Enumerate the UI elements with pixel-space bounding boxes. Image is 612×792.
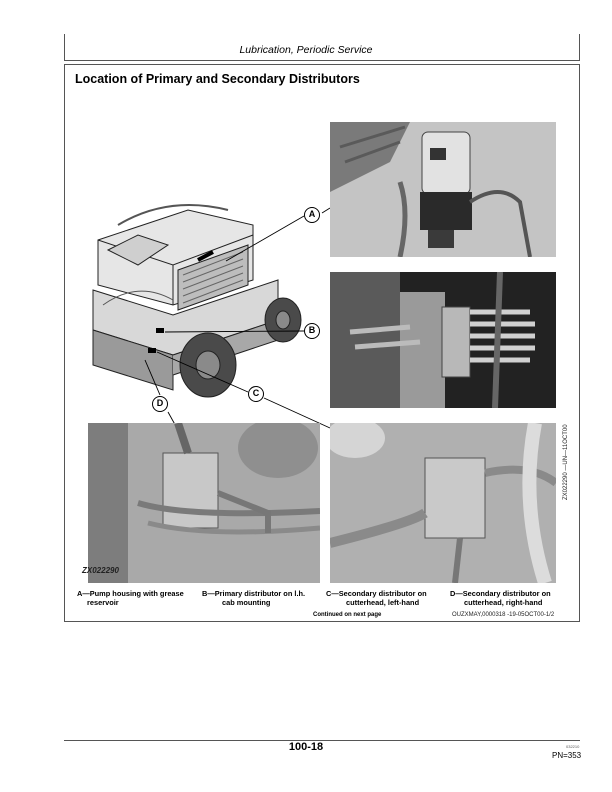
caption-b: B—Primary distributor on l.h. cab mounting: [202, 589, 306, 607]
caption-d: D—Secondary distributor on cutterhead, right-hand: [450, 589, 551, 607]
footer-code: 032210: [566, 744, 580, 749]
document-reference: OUZXMAY,0000318 -19-05OCT00-1/2: [452, 612, 555, 618]
figure-id: ZX022290: [82, 566, 119, 575]
callout-a: A: [304, 207, 320, 223]
section-header: Lubrication, Periodic Service: [239, 44, 373, 56]
photo-primary-distributor: [330, 272, 556, 408]
page-pn: PN=353: [552, 751, 582, 760]
figure-side-id: ZX022290 —UN—11OCT00: [563, 424, 569, 500]
photo-right-hand-distributor: [88, 423, 320, 583]
callout-b: B: [304, 323, 320, 339]
callout-c: C: [248, 386, 264, 402]
page-number: 100-18: [288, 741, 324, 753]
continued-note: Continued on next page: [313, 612, 382, 618]
figure-title: Location of Primary and Secondary Distributors: [75, 72, 360, 86]
callout-d: D: [152, 396, 168, 412]
photo-pump-housing: [330, 122, 556, 257]
photo-left-hand-distributor: [330, 423, 556, 583]
caption-c: C—Secondary distributor on cutterhead, left-hand: [326, 589, 427, 607]
caption-a: A—Pump housing with grease reservoir: [77, 589, 184, 607]
